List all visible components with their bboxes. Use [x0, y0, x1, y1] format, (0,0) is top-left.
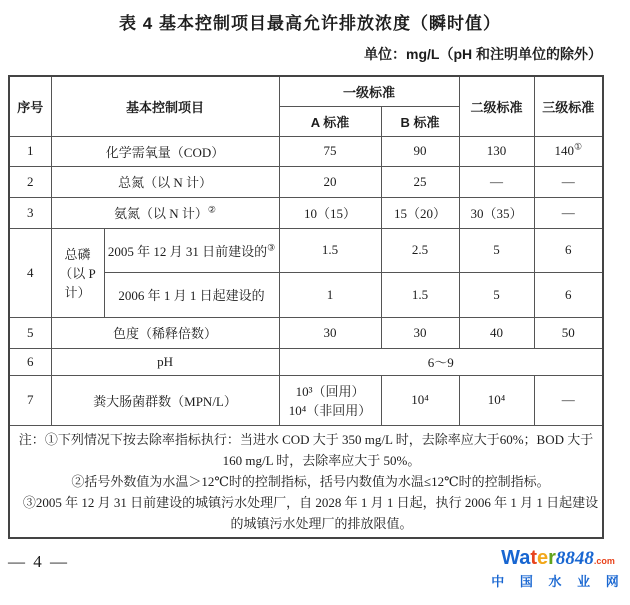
logo-wordmark: [488, 546, 628, 573]
logo-letter-e: e: [537, 547, 549, 569]
page-number: — 4 —: [8, 552, 69, 571]
table-row: [9, 166, 603, 197]
table-row: [9, 348, 603, 375]
cell-r2-l2: —: [459, 166, 534, 197]
cell-r2-a: 20: [279, 166, 381, 197]
cell-r4-sub1-text: 2005 年 12 月 31 日前建设的: [107, 243, 268, 259]
cell-r5-no: 5: [9, 317, 51, 348]
cell-r7-no: 7: [9, 375, 51, 425]
cell-r7-l2: 10⁴: [459, 375, 534, 425]
note-1-text: ①下列情况下按去除率指标执行：当进水 COD 大于 350 mg/L 时，去除率应大于60%；BOD 大于 160 mg/L 时，去除率应大于 50%。: [44, 431, 594, 468]
cell-r5-l2: 40: [459, 317, 534, 348]
notes-label: 注：: [18, 431, 45, 447]
cell-r7-a-line2: 10⁴（非回用）: [288, 403, 372, 418]
cell-r4-sub2-l2: 5: [459, 272, 534, 317]
cell-r7-a-line1: 10³（回用）: [295, 384, 365, 399]
cell-r5-item: 色度（稀释倍数）: [51, 317, 279, 348]
logo-letter-t: t: [530, 547, 537, 569]
water8848-logo: [488, 546, 628, 591]
cell-r5-b: 30: [381, 317, 459, 348]
cell-r3-item-text: 氨氮（以 N 计）: [114, 206, 208, 221]
header-row-1: [9, 76, 603, 106]
notes-row: [9, 425, 603, 538]
cell-r2-item: 总氮（以 N 计）: [51, 166, 279, 197]
cell-r3-no: 3: [9, 197, 51, 228]
cell-r4-no: 4: [9, 228, 51, 317]
unit-note: 单位：mg/L（pH 和注明单位的除外）: [364, 46, 602, 62]
cell-r6-no: 6: [9, 348, 51, 375]
cell-r2-b: 25: [381, 166, 459, 197]
cell-r4-sub1-b: 2.5: [381, 228, 459, 272]
cell-r5-l3: 50: [534, 317, 603, 348]
cell-r4-sub2-a: 1: [279, 272, 381, 317]
cell-r7-item: 粪大肠菌群数（MPN/L）: [51, 375, 279, 425]
cell-r4-sub1-l2: 5: [459, 228, 534, 272]
cell-r3-l2: 30（35）: [459, 197, 534, 228]
cell-r3-a: 10（15）: [279, 197, 381, 228]
cell-r4-sub2-label: 2006 年 1 月 1 日起建设的: [104, 272, 279, 317]
cell-r1-b: 90: [381, 136, 459, 166]
logo-letter-r: r: [548, 547, 556, 569]
header-level1-b: B 标准: [381, 106, 459, 136]
logo-number: 8848: [555, 548, 594, 569]
cell-r4-sub1-a: 1.5: [279, 228, 381, 272]
cell-r7-b: 10⁴: [381, 375, 459, 425]
header-item: 基本控制项目: [51, 76, 279, 136]
header-level1: 一级标准: [279, 76, 459, 106]
cell-r4-sub2-l3: 6: [534, 272, 603, 317]
footnote-marker-1: ①: [573, 141, 583, 152]
cell-r6-value: 6～9: [279, 348, 603, 375]
cell-r1-l2: 130: [459, 136, 534, 166]
cell-r2-no: 2: [9, 166, 51, 197]
cell-r4-item: 总磷（以 P 计）: [51, 228, 104, 317]
cell-r6-item: pH: [51, 348, 279, 375]
cell-r1-no: 1: [9, 136, 51, 166]
cell-r3-b: 15（20）: [381, 197, 459, 228]
note-1: [12, 429, 600, 471]
cell-r4-sub1-label: [104, 228, 279, 272]
cell-r7-a: [279, 375, 381, 425]
cell-r1-a: 75: [279, 136, 381, 166]
table-row: [9, 228, 603, 272]
footnote-marker-2: ②: [207, 204, 216, 215]
table-row: [9, 375, 603, 425]
header-level2: 二级标准: [459, 76, 534, 136]
note-2: ②括号外数值为水温＞12℃时的控制指标，括号内数值为水温≤12℃时的控制指标。: [71, 473, 550, 489]
logo-domain: .com: [593, 556, 615, 566]
footnote-marker-3: ③: [267, 242, 276, 253]
table-row: [9, 136, 603, 166]
cell-r3-l3: —: [534, 197, 603, 228]
header-level1-a: A 标准: [279, 106, 381, 136]
header-level3: 三级标准: [534, 76, 603, 136]
table-row: [9, 317, 603, 348]
cell-r4-sub1-l3: 6: [534, 228, 603, 272]
logo-chinese-name: 中 国 水 业 网: [491, 574, 625, 589]
page-title: 表 4 基本控制项目最高允许排放浓度（瞬时值）: [119, 14, 501, 33]
standards-table: [8, 75, 604, 539]
note-3: ③2005 年 12 月 31 日前建设的城镇污水处理厂，自 2028 年 1 月 1 日起，执行 2006 年 1 月 1 日起建设的城镇污水处理厂的排放限值。: [22, 494, 599, 531]
cell-r3-item: [51, 197, 279, 228]
cell-r4-sub2-b: 1.5: [381, 272, 459, 317]
cell-r1-item: 化学需氧量（COD）: [51, 136, 279, 166]
cell-r2-l3: —: [534, 166, 603, 197]
table-row: [9, 197, 603, 228]
notes-box: [9, 425, 603, 538]
cell-r7-l3: —: [534, 375, 603, 425]
cell-r1-l3: [534, 136, 603, 166]
cell-r1-l3-value: 140: [554, 143, 574, 158]
logo-letters-wa: Wa: [501, 547, 531, 569]
header-index: 序号: [9, 76, 51, 136]
cell-r5-a: 30: [279, 317, 381, 348]
